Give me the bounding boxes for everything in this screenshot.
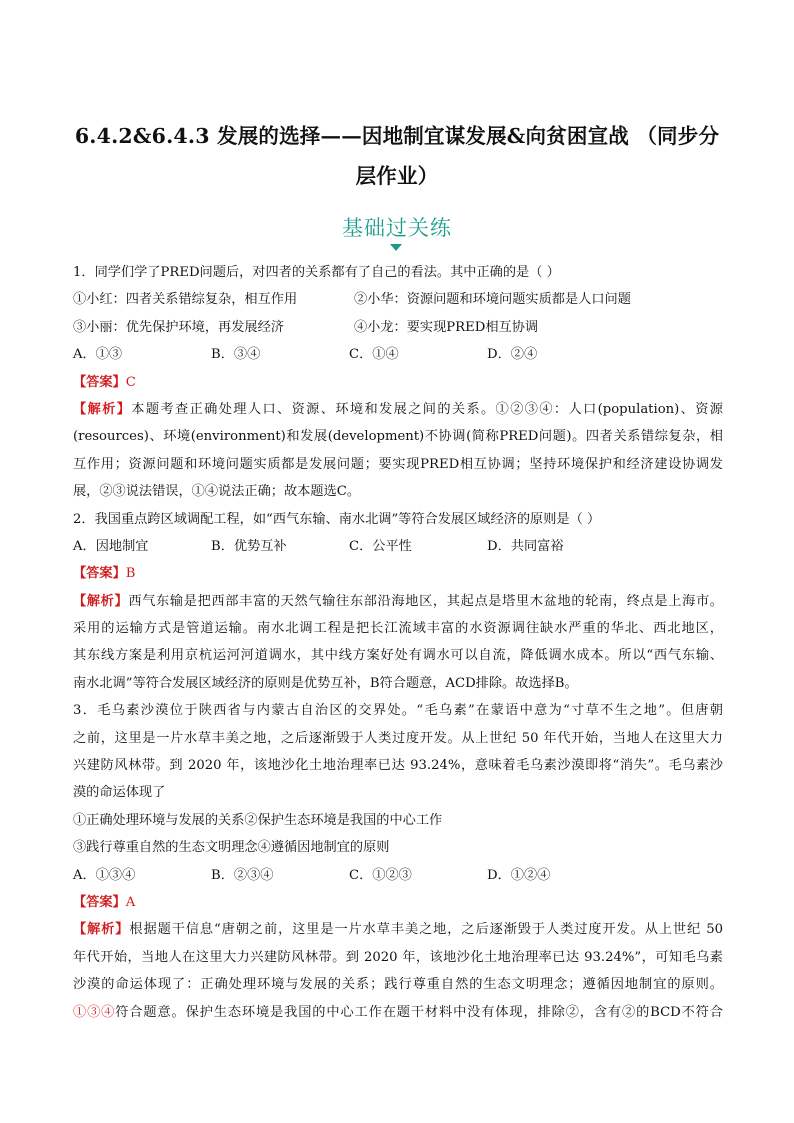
q1-explanation-label: 【解析】: [73, 401, 132, 417]
title-line-1: 6.4.2&6.4.3 发展的选择——因地制宜谋发展&向贫困宣战 （同步分: [74, 124, 720, 148]
q3-answer-value: A: [125, 894, 136, 910]
q1-stem: 1．同学们学了PRED问题后，对四者的关系都有了自己的看法。其中正确的是（ ）: [73, 265, 560, 280]
q1-explanation-line: (resources)、环境(environment)和发展(development)不协调(简称PRED问题)。四者关系错综复杂，相: [73, 429, 723, 445]
q2-explanation-line: [73, 588, 723, 615]
q2-option-d: D．共同富裕: [487, 538, 564, 554]
q3-answer: [73, 889, 723, 916]
q2-answer: [73, 560, 723, 587]
page-title: [60, 116, 734, 196]
q2-explanation-line: 其东线方案是利用京杭运河河道调水，其中线方案好处有调水可以自流，降低调水成本。所以“西气东输、: [73, 648, 723, 664]
q2-explanation-line: 南水北调”等符合发展区域经济的原则是优势互补，B符合题意，ACD排除。故选择B。: [73, 675, 578, 691]
q2-option-b: B．优势互补: [211, 538, 287, 554]
q3-explanation-line: 年代开始，当地人在这里大力兴建防风林带。到 2020 年，该地沙化土地治理率已达 93.24%”，可知毛乌素: [73, 949, 723, 965]
q3-option-b: B．②③④: [211, 867, 274, 883]
q2-options: [73, 533, 723, 560]
q3-explanation-line: 沙漠的命运体现了：正确处理环境与发展的关系；践行尊重自然的生态文明理念；遵循因地制宜的原则。: [73, 977, 723, 993]
q3-option-d: D．①②④: [487, 867, 551, 883]
q3-explanation-text: 符合题意。保护生态环境是我国的中心工作在题干材料中没有体现，排除②，含有②的BCD不符合: [115, 1004, 723, 1020]
q1-statements-row-2: [73, 314, 723, 341]
q2-option-a: A．因地制宜: [73, 538, 149, 554]
title-line-2: 层作业）: [355, 164, 439, 188]
q3-option-a: A．①③④: [73, 867, 136, 883]
q1-answer-value: C: [125, 374, 136, 390]
q1-option-d: D．②④: [487, 347, 538, 363]
q1-statement-4: ④小龙：要实现PRED相互协调: [354, 319, 539, 335]
q3-explanation-text: 根据题干信息“唐朝之前，这里是一片水草丰美之地，之后逐渐毁于人类过度开发。从上世纪 50: [129, 922, 723, 938]
q3-statements-3-4: ③践行尊重自然的生态文明理念④遵循因地制宜的原则: [73, 840, 390, 856]
q3-explanation-highlight: ①③④: [73, 1004, 116, 1020]
q2-stem: 2．我国重点跨区域调配工程，如“西气东输、南水北调”等符合发展区域经济的原则是（ ）: [73, 511, 601, 527]
q3-stem-line: 漠的命运体现了: [73, 785, 166, 801]
q1-answer: [73, 369, 723, 396]
q2-option-c: C．公平性: [349, 538, 412, 554]
q1-explanation-text: 本题考查正确处理人口、资源、环境和发展之间的关系。①②③④：人口(population)、资源: [131, 401, 723, 417]
q3-option-c: C．①②③: [349, 867, 412, 883]
q1-statement-1: ①小红：四者关系错综复杂，相互作用: [73, 292, 298, 308]
q1-explanation-line: 互作用；资源问题和环境问题实质都是发展问题；要实现PRED相互协调；坚持环境保护和经济建设协调发: [73, 456, 723, 472]
q3-explanation-line: [73, 999, 723, 1026]
q2-explanation-label: 【解析】: [73, 593, 129, 609]
question-list: [73, 259, 723, 1026]
q2-explanation-text: 西气东输是把西部丰富的天然气输往东部沿海地区，其起点是塔里木盆地的轮南，终点是上海市。: [128, 593, 723, 609]
q1-option-a: A．①③: [73, 347, 123, 363]
q3-options: [73, 862, 723, 889]
q1-explanation-line: 展，②③说法错误，①④说法正确；故本题选C。: [73, 484, 361, 500]
q1-statement-2: ②小华：资源问题和环境问题实质都是人口问题: [354, 292, 631, 308]
q3-answer-label: 【答案】: [73, 894, 126, 910]
q3-stem-line: 之前，这里是一片水草丰美之地，之后逐渐毁于人类过度开发。从上世纪 50 年代开始，当地人在这里大力: [73, 730, 723, 746]
q3-stem-line: 兴建防风林带。到 2020 年，该地沙化土地治理率已达 93.24%，意味着毛乌素沙漠即将“消失”。毛乌素沙: [73, 758, 723, 774]
q1-statements-row-1: [73, 286, 723, 313]
banner-triangle-icon: [390, 244, 402, 251]
q2-explanation-line: 采用的运输方式是管道运输。南水北调工程是把长江流域丰富的水资源调往缺水严重的华北、西北地区，: [73, 621, 723, 637]
q2-answer-value: B: [125, 566, 136, 582]
q1-option-b: B．③④: [211, 347, 261, 363]
q1-answer-label: 【答案】: [73, 374, 126, 390]
q3-explanation-line: [73, 916, 723, 943]
q1-statement-3: ③小丽：优先保护环境，再发展经济: [73, 319, 284, 335]
section-banner: 基础过关练: [342, 216, 452, 240]
q2-answer-label: 【答案】: [73, 566, 126, 582]
q1-option-c: C．①④: [349, 347, 399, 363]
q3-explanation-label: 【解析】: [73, 922, 130, 938]
q3-statements-1-2: ①正确处理环境与发展的关系②保护生态环境是我国的中心工作: [73, 812, 443, 828]
q3-stem-line: 3．毛乌素沙漠位于陕西省与内蒙古自治区的交界处。“毛乌素”在蒙语中意为“寸草不生之地”。但唐朝: [73, 703, 723, 719]
q1-explanation-line: [73, 396, 723, 423]
q1-options: [73, 341, 723, 368]
